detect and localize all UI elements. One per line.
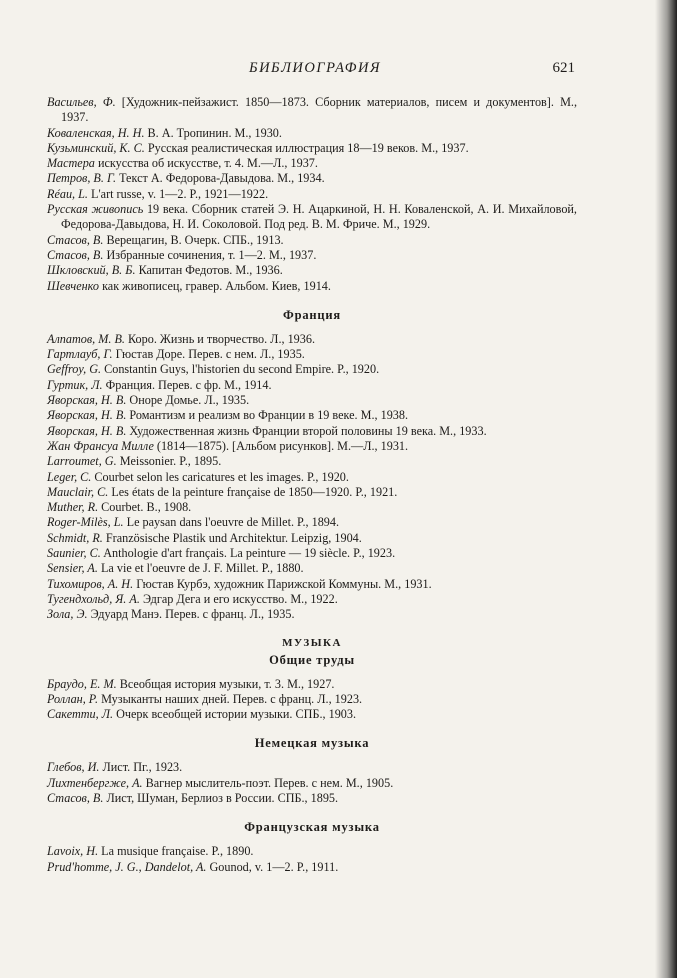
entry-author: Русская живопись bbox=[47, 202, 144, 217]
entry-author: Яворская, Н. В. bbox=[47, 423, 127, 438]
bib-entry bbox=[47, 95, 577, 126]
entry-author: Петров, В. Г. bbox=[47, 171, 117, 186]
bib-entry bbox=[47, 393, 577, 408]
bib-entry bbox=[47, 860, 577, 875]
entry-text: Музыканты наших дней. Перев. с франц. Л., 1923. bbox=[98, 691, 363, 706]
entry-author: Leger, C. bbox=[47, 469, 92, 484]
bib-entry bbox=[47, 577, 577, 592]
entry-text: Эдгар Дега и его искусство. М., 1922. bbox=[139, 591, 338, 606]
entry-author: Muther, R. bbox=[47, 500, 99, 515]
entry-text: Верещагин, В. Очерк. СПБ., 1913. bbox=[103, 232, 284, 247]
bib-entry bbox=[47, 515, 577, 530]
entry-author: Saunier, C. bbox=[47, 546, 101, 561]
entry-author: Кузьминский, К. С. bbox=[47, 140, 145, 155]
entry-text: Französische Plastik und Architektur. Leipzig, 1904. bbox=[102, 530, 362, 545]
bib-entry bbox=[47, 332, 577, 347]
entry-text: 19 века. Сборник статей Э. Н. Ацаркиной, Н. Н. Коваленской, А. И. Михайловой, Федорова-Давыдова, Н. И. Соколовой. Под ред. В. М. Фриче. М., 1929. bbox=[61, 202, 577, 232]
entry-text: Meissonier. P., 1895. bbox=[116, 454, 222, 469]
entry-author: Глебов, И. bbox=[47, 760, 100, 775]
entry-text: искусства об искусстве, т. 4. М.—Л., 1937. bbox=[94, 156, 318, 171]
entry-author: Мастера bbox=[47, 156, 95, 171]
bib-entry bbox=[47, 279, 577, 294]
entry-text: Эдуард Манэ. Перев. с франц. Л., 1935. bbox=[87, 607, 295, 622]
bib-entry bbox=[47, 156, 577, 171]
entry-text: (1814—1875). [Альбом рисунков]. М.—Л., 1931. bbox=[153, 438, 409, 453]
entry-text: В. А. Тропинин. М., 1930. bbox=[144, 125, 282, 140]
entry-author: Larroumet, G. bbox=[47, 454, 117, 469]
bib-entry bbox=[47, 592, 577, 607]
running-title: БИБЛИОГРАФИЯ bbox=[249, 60, 381, 76]
entry-author: Браудо, Е. М. bbox=[47, 676, 117, 691]
entry-text: Гюстав Курбэ, художник Парижской Коммуны. М., 1931. bbox=[133, 576, 432, 591]
section-russian-art bbox=[47, 95, 577, 294]
entry-text: Courbet selon les caricatures et les images. P., 1920. bbox=[91, 469, 349, 484]
bib-entry bbox=[47, 546, 577, 561]
entry-text: Франция. Перев. с фр. М., 1914. bbox=[102, 377, 272, 392]
section-france bbox=[47, 308, 577, 623]
section-german-music bbox=[47, 736, 577, 806]
entry-author: Лихтенбергже, А. bbox=[47, 775, 143, 790]
entry-author: Коваленская, Н. Н. bbox=[47, 125, 145, 140]
entry-text: Вагнер мыслитель-поэт. Перев. с нем. М., 1905. bbox=[142, 775, 394, 790]
bib-entry bbox=[47, 362, 577, 377]
bib-entry bbox=[47, 408, 577, 423]
entry-author: Сакетти, Л. bbox=[47, 707, 114, 722]
section-heading: Французская музыка bbox=[244, 820, 380, 835]
entry-text: Оноре Домье. Л., 1935. bbox=[126, 393, 250, 408]
entry-author: Жан Франсуа Милле bbox=[47, 438, 154, 453]
entry-author: Стасов, В. bbox=[47, 247, 104, 262]
entry-text: Gounod, v. 1—2. P., 1911. bbox=[206, 859, 339, 874]
entry-author: Яворская, Н. В. bbox=[47, 393, 127, 408]
page-number: 621 bbox=[552, 60, 575, 76]
entry-author: Гуртик, Л. bbox=[47, 377, 103, 392]
bib-entry bbox=[47, 233, 577, 248]
entry-text: Constantin Guys, l'historien du second Empire. P., 1920. bbox=[101, 362, 380, 377]
entry-author: Тугендхольд, Я. А. bbox=[47, 591, 140, 606]
entry-author: Geffroy, G. bbox=[47, 362, 102, 377]
bib-entry bbox=[47, 692, 577, 707]
entry-author: Roger-Milès, L. bbox=[47, 515, 124, 530]
entry-author: Réau, L. bbox=[47, 186, 88, 201]
entry-author: Sensier, A. bbox=[47, 561, 98, 576]
bib-entry bbox=[47, 776, 577, 791]
bib-entry bbox=[47, 707, 577, 722]
bib-entry bbox=[47, 454, 577, 469]
section-heading: Франция bbox=[283, 307, 341, 322]
bib-entry bbox=[47, 424, 577, 439]
entry-text: Капитан Федотов. М., 1936. bbox=[135, 263, 283, 278]
section-subheading: Общие труды bbox=[269, 652, 355, 667]
entry-text: Les états de la peinture française de 1850—1920. P., 1921. bbox=[108, 484, 398, 499]
section-heading: Немецкая музыка bbox=[254, 736, 370, 751]
bib-entry bbox=[47, 263, 577, 278]
entry-author: Prud'homme, J. G., Dandelot, A. bbox=[47, 859, 207, 874]
entry-author: Яворская, Н. В. bbox=[47, 408, 127, 423]
entry-text: [Художник-пейзажист. 1850—1873. Сборник материалов, писем и документов]. М., 1937. bbox=[61, 95, 577, 125]
entry-author: Шевченко bbox=[47, 278, 100, 293]
entry-text: Текст А. Федорова-Давыдова. М., 1934. bbox=[116, 171, 325, 186]
bib-entry bbox=[47, 126, 577, 141]
entry-author: Васильев, Ф. bbox=[47, 95, 116, 109]
entry-text: Лист, Шуман, Берлиоз в России. СПБ., 1895. bbox=[103, 790, 339, 805]
section-french-music bbox=[47, 820, 577, 875]
bib-entry bbox=[47, 171, 577, 186]
bib-entry bbox=[47, 141, 577, 156]
bib-entry bbox=[47, 439, 577, 454]
entry-text: как живописец, гравер. Альбом. Киев, 1914. bbox=[99, 278, 331, 293]
bib-entry bbox=[47, 485, 577, 500]
bibliography-body bbox=[47, 95, 577, 875]
entry-text: Courbet. B., 1908. bbox=[98, 500, 192, 515]
entry-text: Русская реалистическая иллюстрация 18—19 веков. М., 1937. bbox=[144, 140, 469, 155]
bib-entry bbox=[47, 347, 577, 362]
running-head bbox=[55, 60, 575, 82]
entry-text: La musique française. P., 1890. bbox=[98, 844, 254, 859]
bib-entry bbox=[47, 248, 577, 263]
entry-author: Гартлауб, Г. bbox=[47, 347, 113, 362]
bib-entry bbox=[47, 844, 577, 859]
entry-text: Художественная жизнь Франции второй половины 19 века. М., 1933. bbox=[126, 423, 487, 438]
bib-entry bbox=[47, 791, 577, 806]
bib-entry bbox=[47, 202, 577, 233]
entry-text: Le paysan dans l'oeuvre de Millet. P., 1894. bbox=[123, 515, 340, 530]
entry-text: Избранные сочинения, т. 1—2. М., 1937. bbox=[103, 247, 317, 262]
entry-author: Тихомиров, А. Н. bbox=[47, 576, 134, 591]
bib-entry bbox=[47, 187, 577, 202]
bib-entry bbox=[47, 760, 577, 775]
entry-text: Лист. Пг., 1923. bbox=[99, 760, 183, 775]
bib-entry bbox=[47, 561, 577, 576]
entry-author: Стасов, В. bbox=[47, 232, 104, 247]
entry-author: Lavoix, H. bbox=[47, 844, 99, 859]
bib-entry bbox=[47, 378, 577, 393]
entry-author: Роллан, Р. bbox=[47, 691, 99, 706]
entry-author: Schmidt, R. bbox=[47, 530, 103, 545]
entry-author: Стасов, В. bbox=[47, 790, 104, 805]
entry-text: L'art russe, v. 1—2. P., 1921—1922. bbox=[87, 186, 269, 201]
bib-entry bbox=[47, 500, 577, 515]
entry-text: Коро. Жизнь и творчество. Л., 1936. bbox=[124, 331, 316, 346]
entry-author: Алпатов, М. В. bbox=[47, 331, 125, 346]
entry-author: Шкловский, В. Б. bbox=[47, 263, 136, 278]
entry-author: Mauclair, C. bbox=[47, 484, 109, 499]
entry-author: Зола, Э. bbox=[47, 607, 88, 622]
entry-text: Anthologie d'art français. La peinture — 19 siècle. P., 1923. bbox=[100, 546, 396, 561]
entry-text: Очерк всеобщей истории музыки. СПБ., 1903. bbox=[113, 707, 357, 722]
section-heading: МУЗЫКА bbox=[282, 636, 342, 649]
bib-entry bbox=[47, 470, 577, 485]
entry-text: Романтизм и реализм во Франции в 19 веке. М., 1938. bbox=[126, 408, 409, 423]
page-edge-shadow bbox=[655, 0, 677, 978]
section-music-general bbox=[47, 637, 577, 723]
bib-entry bbox=[47, 531, 577, 546]
bib-entry bbox=[47, 607, 577, 622]
entry-text: La vie et l'oeuvre de J. F. Millet. P., 1880. bbox=[97, 561, 304, 576]
entry-text: Гюстав Доре. Перев. с нем. Л., 1935. bbox=[112, 347, 305, 362]
entry-text: Всеобщая история музыки, т. 3. М., 1927. bbox=[116, 676, 335, 691]
bib-entry bbox=[47, 677, 577, 692]
